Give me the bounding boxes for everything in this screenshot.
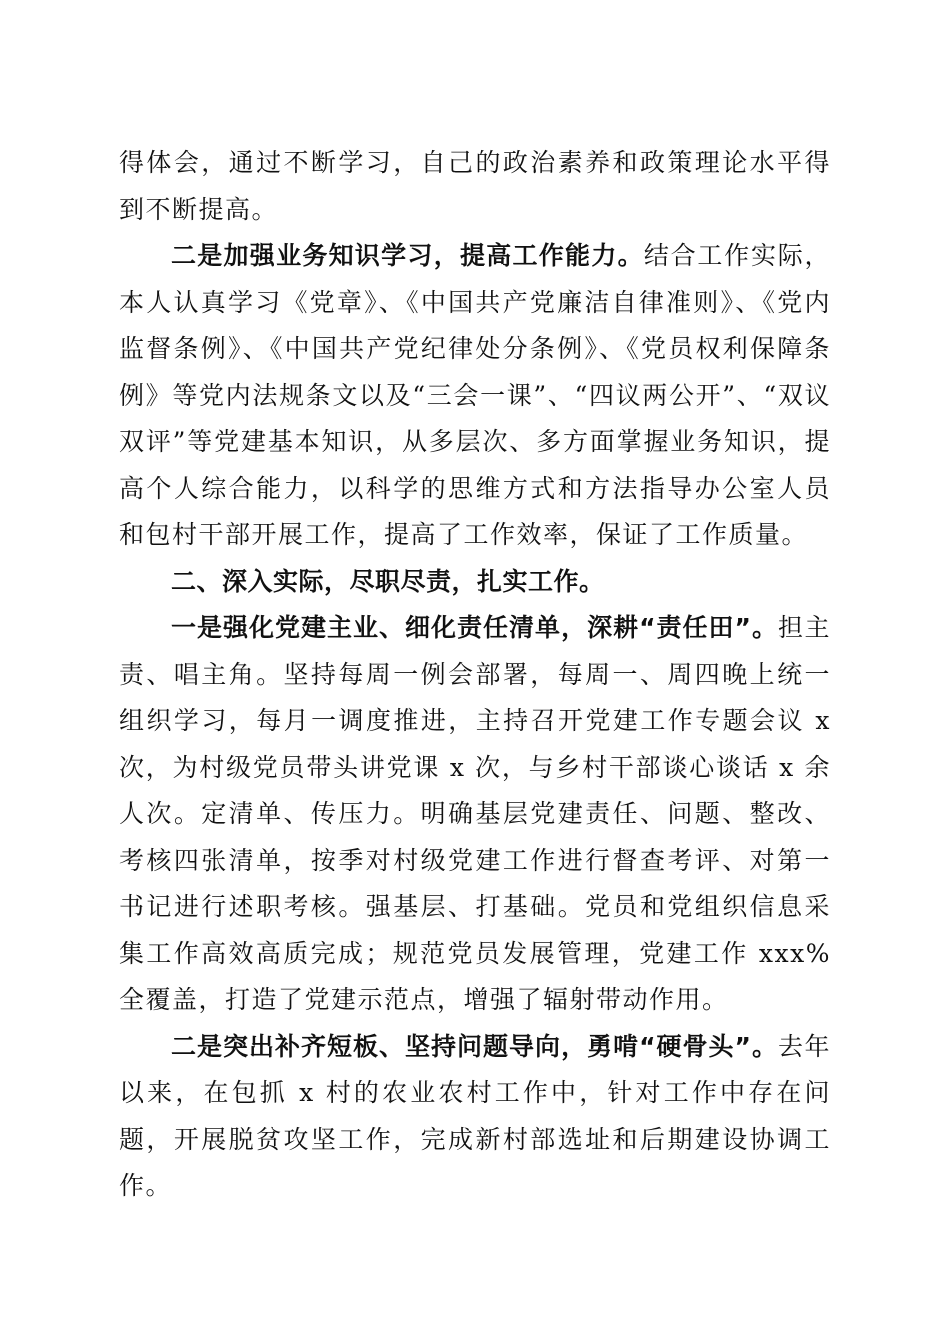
paragraph-text: 担主责、唱主角。坚持每周一例会部署，每周一、周四晚上统一组织学习，每月一调度推进，主持召开党建工作专题会议 x 次，为村级党员带头讲党课 x 次，与乡村干部谈心谈话 x 余人次。定清单、传压力。明确基层党建责任、问题、整改、考核四张清单，按季对村级党建工作进行督查考评、对第一书记进行述职考核。强基层、打基础。党员和党组织信息采集工作高效高质完成；规范党员发展管理，党建工作 xxx%全覆盖，打造了党建示范点，增强了辐射带动作用。 [119,613,831,1014]
paragraph-text: 结合工作实际，本人认真学习《党章》、《中国共产党廉洁自律准则》、《党内监督条例》、《中国共产党纪律处分条例》、《党员权利保障条例》等党内法规条文以及“三会一课”、“四议两公开”、“双议双评”等党建基本知识，从多层次、多方面掌握业务知识，提高个人综合能力，以科学的思维方式和方法指导办公室人员和包村干部开展工作，提高了工作效率，保证了工作质量。 [119,241,831,549]
paragraph-continuation: 得体会，通过不断学习，自己的政治素养和政策理论水平得到不断提高。 [119,148,831,224]
section-heading: 二、深入实际，尽职尽责，扎实工作。 [171,566,605,596]
document-body [119,140,831,1210]
paragraph-lead: 二是突出补齐短板、坚持问题导向，勇啃“硬骨头”。 [171,1031,778,1061]
paragraph-lead: 一是强化党建主业、细化责任清单，深耕“责任田”。 [171,613,778,642]
paragraph-shortcomings [119,1024,831,1210]
paragraph-business-study [119,233,831,559]
paragraph-lead: 二是加强业务知识学习，提高工作能力。 [171,241,644,270]
paragraph-party-building [119,605,831,1024]
paragraph-text: 去年以来，在包抓 x 村的农业农村工作中，针对工作中存在问题，开展脱贫攻坚工作，完成新村部选址和后期建设协调工作。 [119,1031,831,1200]
